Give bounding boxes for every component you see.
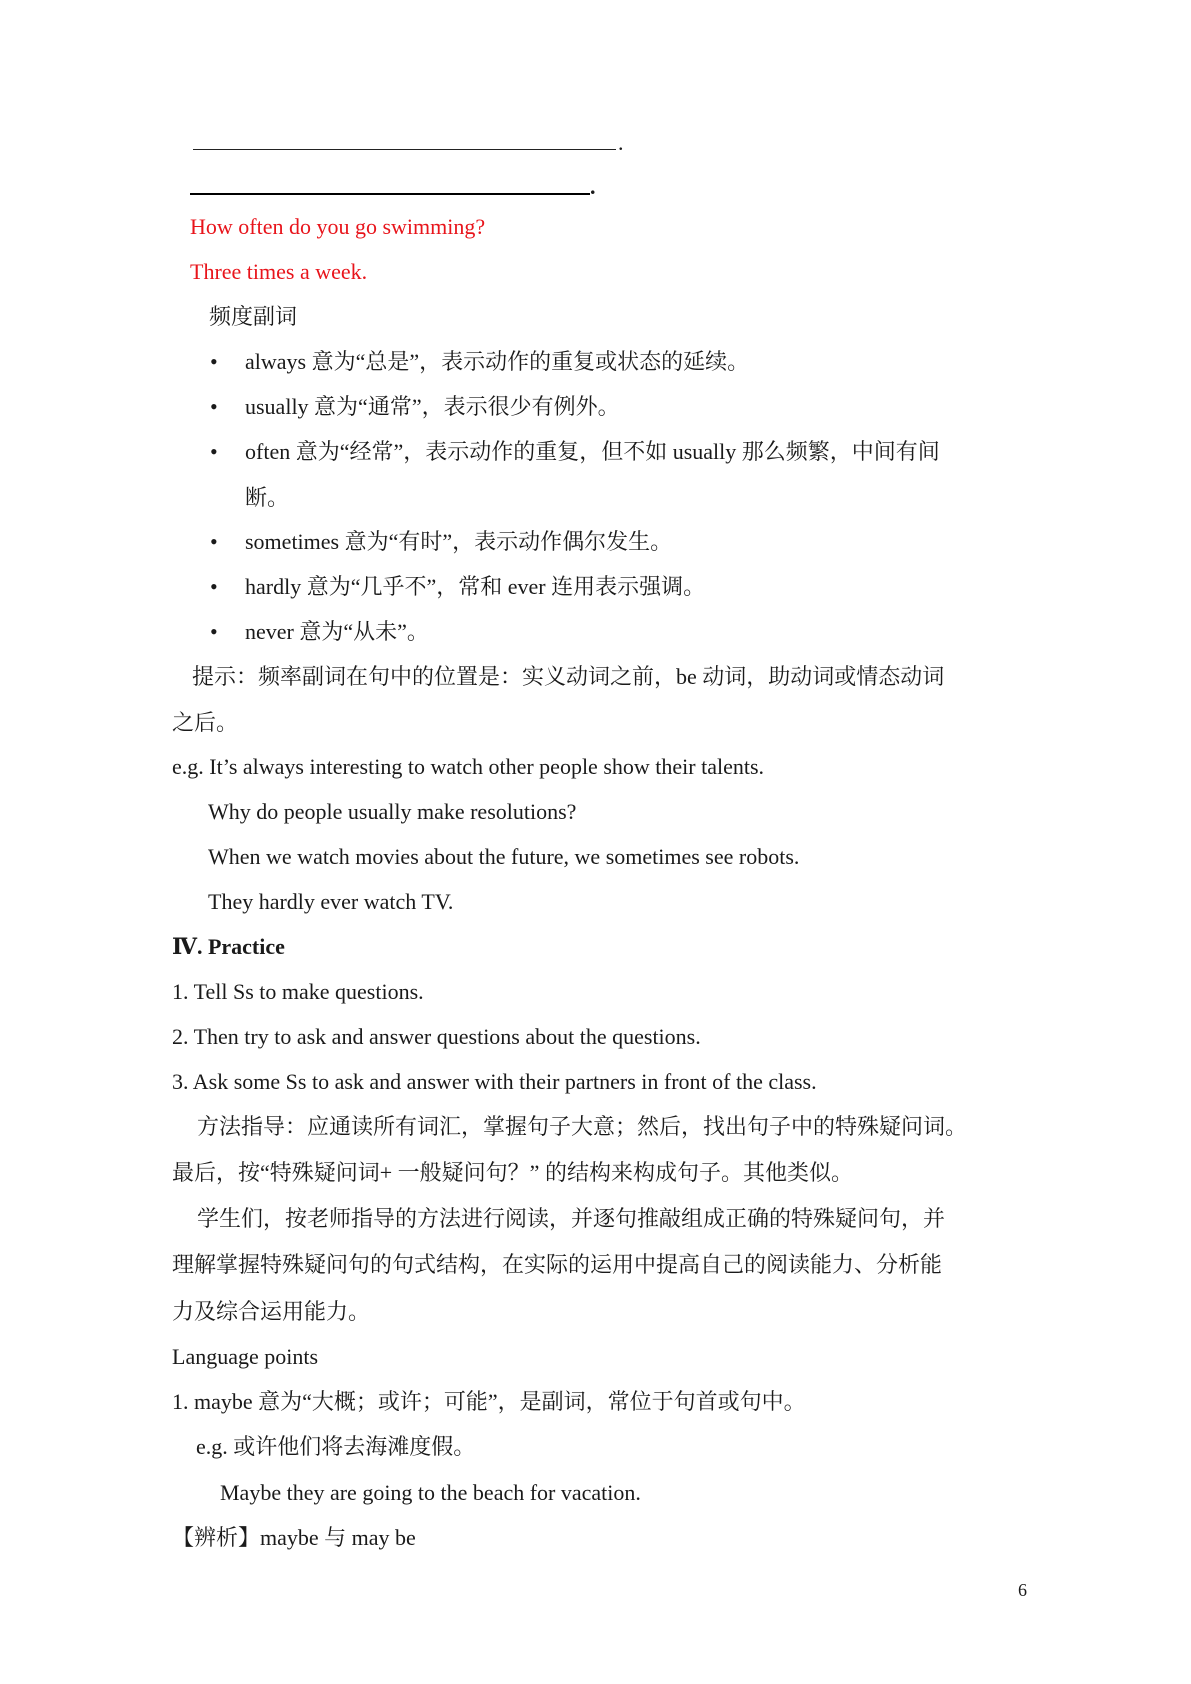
blank-period: . <box>590 174 596 199</box>
example-question: How often do you go swimming? <box>190 214 486 239</box>
method-text: 方法指导：应通读所有词汇，掌握句子大意；然后，找出句子中的特殊疑问词。 <box>197 1114 968 1139</box>
example-sentence: They hardly ever watch TV. <box>208 889 454 914</box>
example-sentence-cn: e.g. 或许他们将去海滩度假。 <box>196 1434 476 1459</box>
practice-item: 2. Then try to ask and answer questions about the questions. <box>172 1024 701 1049</box>
list-item: usually 意为“通常”，表示很少有例外。 <box>245 394 620 419</box>
list-item-continuation: 断。 <box>245 485 290 510</box>
list-item: never 意为“从未”。 <box>245 619 429 644</box>
practice-item: 1. Tell Ss to make questions. <box>172 979 424 1004</box>
bullet-icon: • <box>210 439 218 464</box>
students-text: 力及综合运用能力。 <box>172 1299 371 1324</box>
example-sentence: e.g. It’s always interesting to watch other people show their talents. <box>172 754 765 779</box>
practice-item: 3. Ask some Ss to ask and answer with their partners in front of the class. <box>172 1069 817 1094</box>
example-answer: Three times a week. <box>190 259 368 284</box>
method-text: 最后，按“特殊疑问词+ 一般疑问句？” 的结构来构成句子。其他类似。 <box>172 1160 853 1185</box>
page-number: 6 <box>1018 1580 1027 1600</box>
bullet-icon: • <box>210 574 218 599</box>
bullet-icon: • <box>210 394 218 419</box>
bullet-icon: • <box>210 529 218 554</box>
students-text: 学生们，按老师指导的方法进行阅读，并逐句推敲组成正确的特殊疑问句，并 <box>197 1206 946 1231</box>
list-item: hardly 意为“几乎不”，常和 ever 连用表示强调。 <box>245 574 706 599</box>
section-heading: Ⅳ. Practice <box>172 934 285 959</box>
bullet-icon: • <box>210 349 218 374</box>
adverbs-heading: 频度副词 <box>209 304 298 329</box>
fill-in-blank[interactable] <box>193 149 616 150</box>
students-text: 理解掌握特殊疑问句的句式结构，在实际的运用中提高自己的阅读能力、分析能 <box>172 1252 943 1277</box>
blank-period: . <box>618 130 624 155</box>
bullet-icon: • <box>210 619 218 644</box>
language-point: 1. maybe 意为“大概；或许；可能”，是副词，常位于句首或句中。 <box>172 1389 806 1414</box>
list-item: often 意为“经常”，表示动作的重复，但不如 usually 那么频繁，中间有间 <box>245 439 940 464</box>
example-sentence-en: Maybe they are going to the beach for vacation. <box>220 1480 641 1505</box>
list-item: always 意为“总是”，表示动作的重复或状态的延续。 <box>245 349 750 374</box>
section-heading: Language points <box>172 1344 319 1369</box>
example-sentence: When we watch movies about the future, we sometimes see robots. <box>208 844 800 869</box>
analysis-heading: 【辨析】maybe 与 may be <box>172 1525 416 1550</box>
fill-in-blank[interactable] <box>190 193 590 195</box>
tip-text: 之后。 <box>172 710 239 735</box>
example-sentence: Why do people usually make resolutions? <box>208 799 577 824</box>
tip-text: 提示：频率副词在句中的位置是：实义动词之前，be 动词，助动词或情态动词 <box>192 664 945 689</box>
list-item: sometimes 意为“有时”，表示动作偶尔发生。 <box>245 529 673 554</box>
